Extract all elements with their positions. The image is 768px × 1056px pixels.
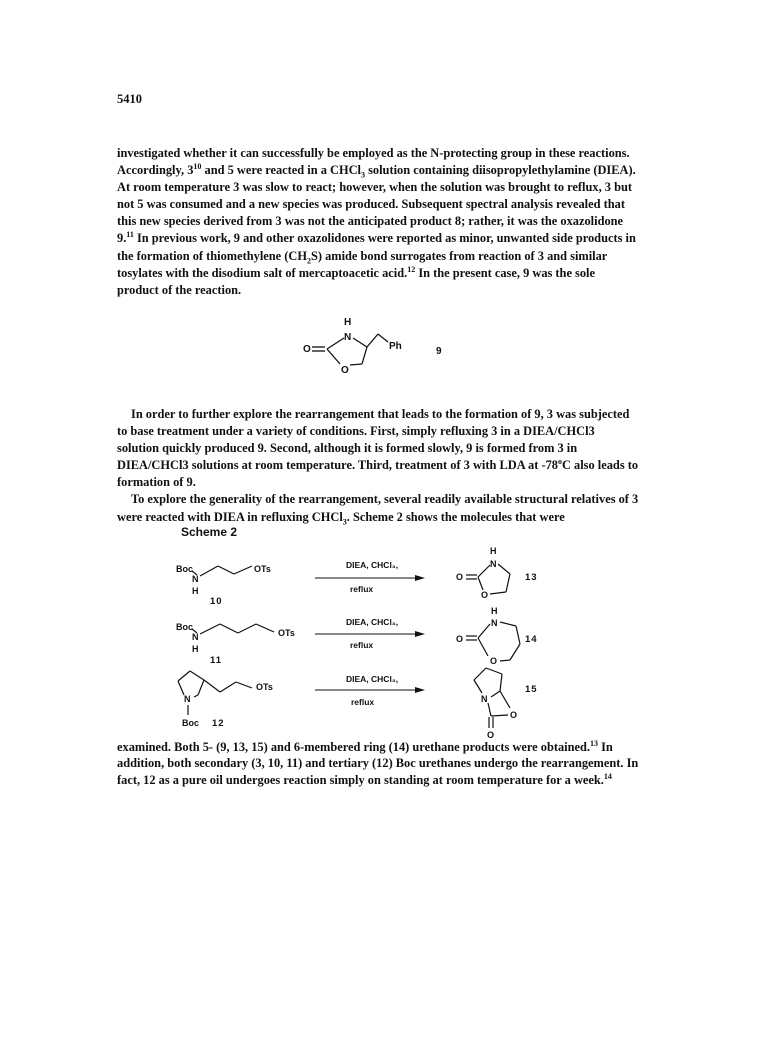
compound-15 xyxy=(474,668,538,740)
svg-text:N: N xyxy=(192,632,199,642)
svg-text:N: N xyxy=(490,559,497,569)
svg-text:Boc: Boc xyxy=(176,622,194,632)
compound-13 xyxy=(456,546,538,600)
svg-text:N: N xyxy=(344,332,352,343)
svg-text:O: O xyxy=(456,572,464,582)
svg-text:O: O xyxy=(303,344,311,355)
paragraph-2 xyxy=(117,406,639,526)
svg-text:OTs: OTs xyxy=(256,682,273,692)
svg-text:9: 9 xyxy=(436,346,442,357)
svg-text:DIEA, CHCl₃,: DIEA, CHCl₃, xyxy=(346,674,399,684)
scheme-title: Scheme 2 xyxy=(181,525,238,539)
compound-12 xyxy=(178,671,273,729)
svg-text:O: O xyxy=(456,634,464,644)
paragraph-1: investigated whether it can successfully be employed as the N-protecting group in these reactions. Accordingly, $3^{10}$ and 5 were reacted in a CHCl$_3$ solution containing diisopropylethylamine (DIEA). At room temperature 3 was slow to react; however, when the solution was brought to reflux, 3 but not 5 was consumed and a new species was produced. Subsequent spectral analysis revealed that this new species derived from 3 was not the anticipated product 8; rather, it was the oxazolidone 9.11 In previous work, 9 and other oxazolidones were reported as minor, unwanted side products in the formation of thiomethylene $(CH_2S)$ amide bond surrogates from reaction of 3 and similar tosylates with the disodium salt of mercaptoacetic acid.$^{12}$ In the present case, 9 was the sole product of the reaction. xyxy=(117,146,636,297)
compound-10 xyxy=(176,564,271,607)
svg-text:Ph: Ph xyxy=(389,341,402,352)
svg-text:N: N xyxy=(491,618,498,628)
svg-text:H: H xyxy=(490,546,497,556)
svg-text:H: H xyxy=(192,586,199,596)
svg-text:OTs: OTs xyxy=(278,628,295,638)
arrow-3 xyxy=(315,674,425,707)
svg-text:12: 12 xyxy=(212,718,225,729)
svg-text:10: 10 xyxy=(210,596,223,607)
svg-text:Boc: Boc xyxy=(182,718,200,728)
paragraph-2a: In order to further explore the rearrangement that leads to the formation of 9, 3 was subjected to base treatment under a variety of conditions. First, simply refluxing 3 in a DIEA/CHCl3 solution quickly produced 9. Second, although it is formed slowly, 9 is formed from 3 in DIEA/CHCl3 solutions at room temperature. Third, treatment of 3 with LDA at -78$^o$C also leads to formation of 9. xyxy=(117,407,639,490)
svg-text:reflux: reflux xyxy=(350,640,374,650)
svg-text:H: H xyxy=(344,317,352,328)
arrow-2 xyxy=(315,617,425,650)
paragraph-3: examined. Both 5- (9, 13, 15) and 6-membered ring (14) urethane products were obtained.$^{13}$ In addition, both secondary (3, 10, 11) and tertiary (12) Boc urethanes undergo the rearrangement. In fact, 12 as a pure oil undergoes reaction simply on standing at room temperature for a week.$^{14}$ xyxy=(117,738,639,787)
svg-text:14: 14 xyxy=(525,634,538,645)
page-number: 5410 xyxy=(117,92,142,106)
svg-text:15: 15 xyxy=(525,684,538,695)
compound-14 xyxy=(456,606,538,666)
compound-11 xyxy=(176,622,295,666)
svg-text:O: O xyxy=(510,710,518,720)
svg-text:OTs: OTs xyxy=(254,564,271,574)
svg-text:N: N xyxy=(184,694,191,704)
arrow-1 xyxy=(315,560,425,594)
svg-text:reflux: reflux xyxy=(351,697,375,707)
paragraph-2b: To explore the generality of the rearrangement, several readily available structural relatives of 3 were reacted with DIEA in refluxing CHCl$_3$. Scheme 2 shows the molecules that were xyxy=(117,492,639,527)
svg-text:DIEA, CHCl₃,: DIEA, CHCl₃, xyxy=(346,617,399,627)
svg-text:O: O xyxy=(490,656,498,666)
svg-text:O: O xyxy=(341,365,349,376)
svg-text:H: H xyxy=(491,606,498,616)
svg-text:11: 11 xyxy=(210,655,223,666)
svg-text:13: 13 xyxy=(525,572,538,583)
scheme-2 xyxy=(170,540,550,740)
svg-text:O: O xyxy=(481,590,489,600)
svg-text:reflux: reflux xyxy=(350,584,374,594)
svg-text:N: N xyxy=(481,694,488,704)
compound-9-structure xyxy=(300,310,460,385)
svg-text:N: N xyxy=(192,574,199,584)
svg-text:H: H xyxy=(192,644,199,654)
svg-text:DIEA, CHCl₃,: DIEA, CHCl₃, xyxy=(346,560,399,570)
svg-text:O: O xyxy=(487,730,495,740)
svg-text:Boc: Boc xyxy=(176,564,194,574)
